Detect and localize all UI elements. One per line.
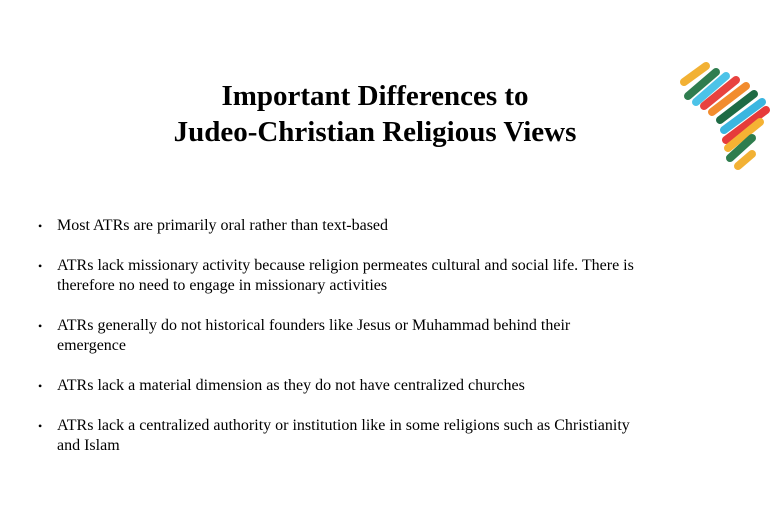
title-line-1: Important Differences to xyxy=(221,80,529,112)
bullet-list xyxy=(38,216,638,476)
africa-stripes-logo-icon xyxy=(672,58,776,178)
list-item xyxy=(38,376,638,396)
bullet-text: ATRs generally do not historical founders like Jesus or Muhammad behind their emergence xyxy=(57,317,571,354)
list-item xyxy=(38,316,638,356)
list-item xyxy=(38,256,638,296)
bullet-icon: • xyxy=(38,419,43,433)
slide-title xyxy=(0,78,750,150)
bullet-text: ATRs lack a centralized authority or institution like in some religions such as Christianity and Islam xyxy=(57,417,630,454)
bullet-text: ATRs lack missionary activity because religion permeates cultural and social life. There is therefore no need to engage in missionary activities xyxy=(57,257,634,294)
logo-stripe xyxy=(738,154,752,166)
bullet-icon: • xyxy=(38,319,43,333)
bullet-text: ATRs lack a material dimension as they do not have centralized churches xyxy=(57,377,525,394)
bullet-icon: • xyxy=(38,219,43,233)
bullet-icon: • xyxy=(38,379,43,393)
list-item xyxy=(38,416,638,456)
bullet-icon: • xyxy=(38,259,43,273)
bullet-text: Most ATRs are primarily oral rather than text-based xyxy=(57,217,389,234)
title-line-2: Judeo-Christian Religious Views xyxy=(173,116,577,148)
list-item xyxy=(38,216,638,236)
